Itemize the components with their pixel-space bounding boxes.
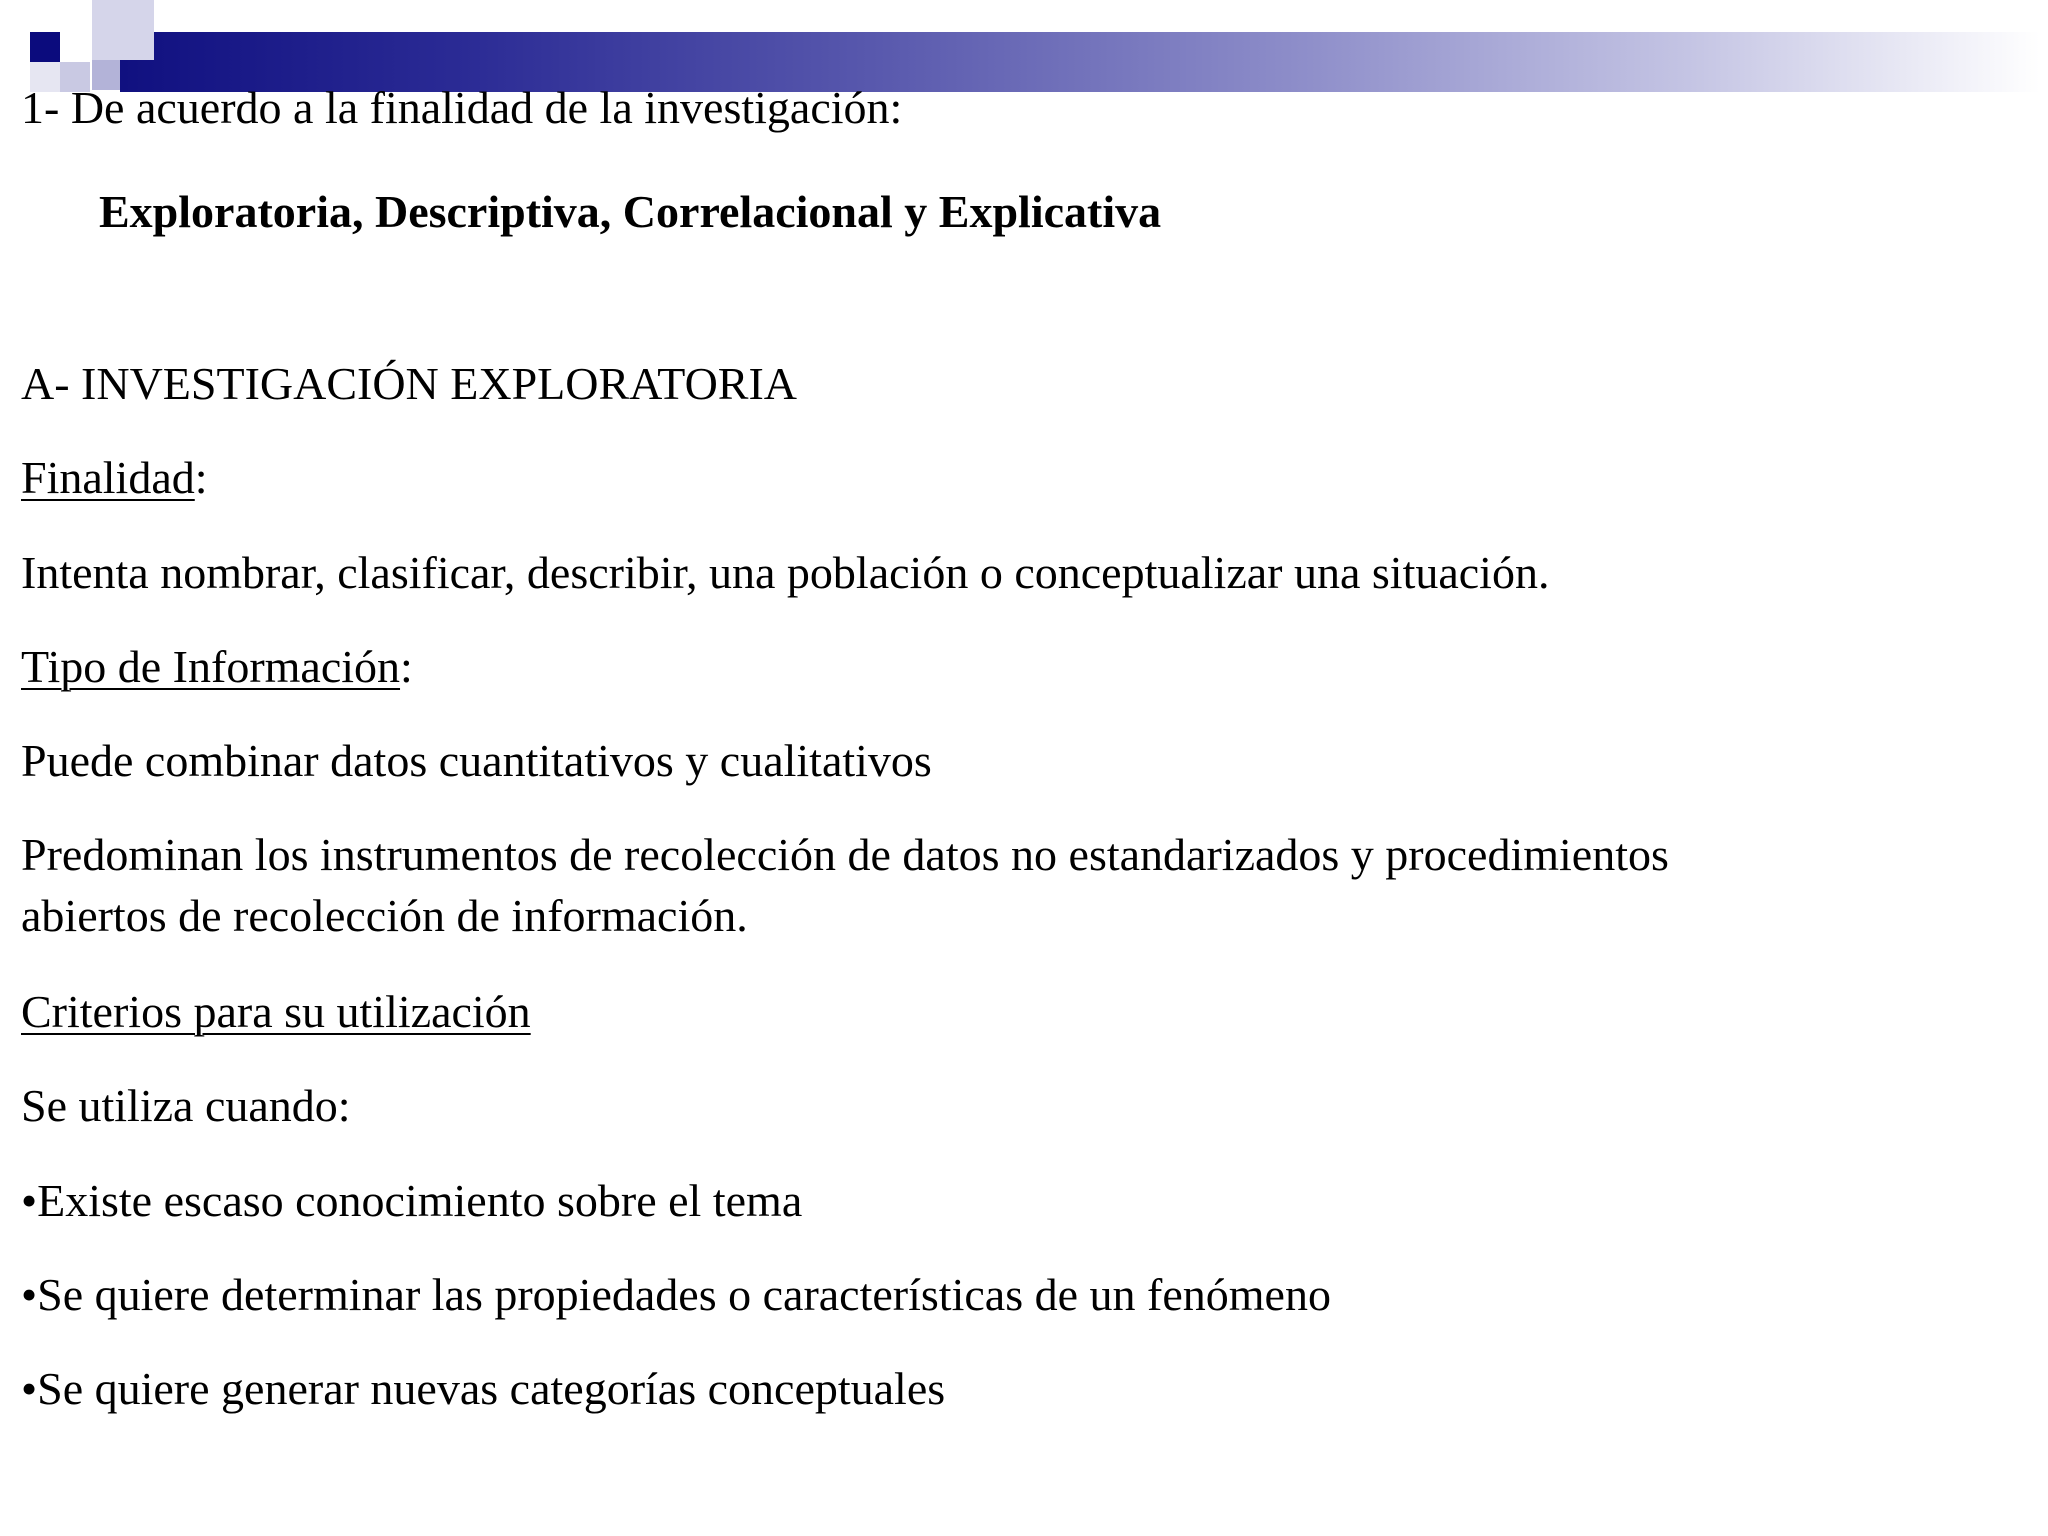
criterios-bullet: •Se quiere determinar las propiedades o características de un fenómeno [21, 1269, 1331, 1320]
tipo-informacion-label [21, 637, 413, 697]
header-square-decoration [92, 0, 154, 60]
criterios-intro: Se utiliza cuando: [21, 1080, 351, 1131]
tipo-informacion-text-2-line-1: Predominan los instrumentos de recolección de datos no estandarizados y procedimientos [21, 829, 1669, 880]
criterios-label [21, 982, 531, 1042]
tipo-informacion-text-2-line-2: abiertos de recolección de información. [21, 890, 748, 941]
slide-subtitle: Exploratoria, Descriptiva, Correlacional y Explicativa [99, 186, 1162, 237]
tipo-informacion-label-colon: : [400, 641, 413, 692]
section-title: A- INVESTIGACIÓN EXPLORATORIA [21, 358, 798, 409]
finalidad-label [21, 448, 208, 508]
tipo-informacion-text-1: Puede combinar datos cuantitativos y cualitativos [21, 735, 932, 786]
finalidad-text: Intenta nombrar, clasificar, describir, una población o conceptualizar una situación. [21, 547, 1550, 598]
criterios-label-text: Criterios para su utilización [21, 986, 531, 1037]
criterios-bullet: •Se quiere generar nuevas categorías conceptuales [21, 1363, 946, 1414]
slide-heading: 1- De acuerdo a la finalidad de la investigación: [21, 82, 903, 133]
finalidad-label-colon: : [194, 452, 208, 503]
tipo-informacion-label-text: Tipo de Información [21, 641, 401, 692]
header-square-decoration [30, 32, 60, 62]
criterios-bullet: •Existe escaso conocimiento sobre el tema [21, 1175, 803, 1226]
finalidad-label-text: Finalidad [21, 452, 195, 503]
